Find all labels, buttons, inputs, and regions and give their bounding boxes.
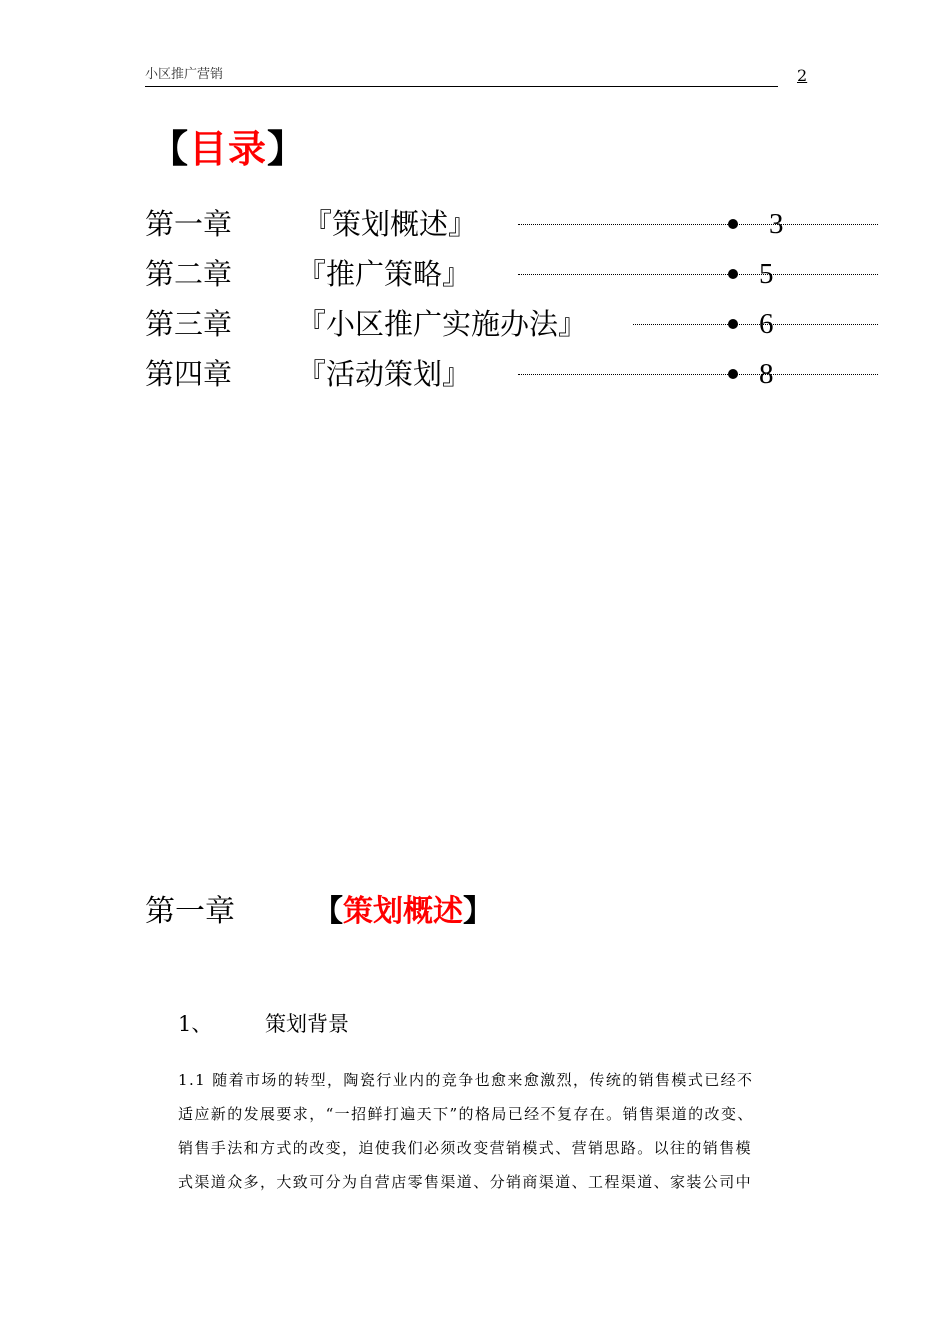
page-header [145, 64, 778, 87]
toc-entry-chapter: 第一章 [145, 207, 233, 241]
body-line: 式渠道众多，大致可分为自营店零售渠道、分销商渠道、工程渠道、家装公司中 [178, 1173, 753, 1191]
toc-leader-dots [518, 274, 878, 275]
toc-title-open-bracket: 【 [150, 127, 190, 171]
section-title: 策划背景 [265, 1012, 349, 1036]
toc-entry[interactable] [145, 349, 815, 399]
chapter-name-open-bracket: 【 [313, 894, 343, 929]
toc-entry-chapter: 第四章 [145, 357, 233, 391]
toc-title [150, 124, 306, 174]
chapter-name-text: 策划概述 [343, 894, 463, 929]
toc-entry-chapter: 第三章 [145, 307, 233, 341]
toc-entry-chapter: 第二章 [145, 257, 233, 291]
toc-entry-name: 『策划概述』 [303, 207, 478, 241]
toc-leader-dots [518, 374, 878, 375]
toc-bullet-icon [728, 269, 738, 279]
toc-leader-dots [633, 324, 878, 325]
toc-entry-page: 5 [759, 258, 774, 290]
body-line: 销售手法和方式的改变，迫使我们必须改变营销模式、营销思路。以往的销售模 [178, 1139, 753, 1157]
toc-entry[interactable] [145, 299, 815, 349]
toc-entry-page: 8 [759, 358, 774, 390]
toc-leader-dots [518, 224, 878, 225]
body-line: 1.1 随着市场的转型，陶瓷行业内的竞争也愈来愈激烈，传统的销售模式已经不 [178, 1071, 754, 1089]
chapter-heading [145, 885, 665, 939]
chapter-name-close-bracket: 】 [463, 894, 493, 929]
toc-title-text: 目录 [189, 127, 268, 171]
toc-entry[interactable] [145, 249, 815, 299]
toc-entry[interactable] [145, 199, 815, 249]
toc-entry-name: 『推广策略』 [297, 257, 472, 291]
chapter-label: 第一章 [145, 894, 235, 929]
table-of-contents [145, 199, 815, 399]
body-line: 适应新的发展要求，“一招鲜打遍天下”的格局已经不复存在。销售渠道的改变、 [178, 1105, 754, 1123]
toc-entry-page: 6 [759, 308, 774, 340]
toc-bullet-icon [728, 319, 738, 329]
toc-title-close-bracket: 】 [267, 127, 307, 171]
toc-entry-name: 『活动策划』 [297, 357, 472, 391]
body-paragraph [178, 1063, 808, 1199]
section-number: 1、 [178, 1012, 213, 1036]
header-title: 小区推广营销 [145, 67, 224, 82]
toc-bullet-icon [728, 219, 738, 229]
toc-entry-name: 『小区推广实施办法』 [297, 307, 588, 341]
chapter-name [313, 885, 493, 939]
toc-entry-page: 3 [769, 208, 784, 240]
page-number: 2 [797, 66, 808, 85]
toc-bullet-icon [728, 369, 738, 379]
